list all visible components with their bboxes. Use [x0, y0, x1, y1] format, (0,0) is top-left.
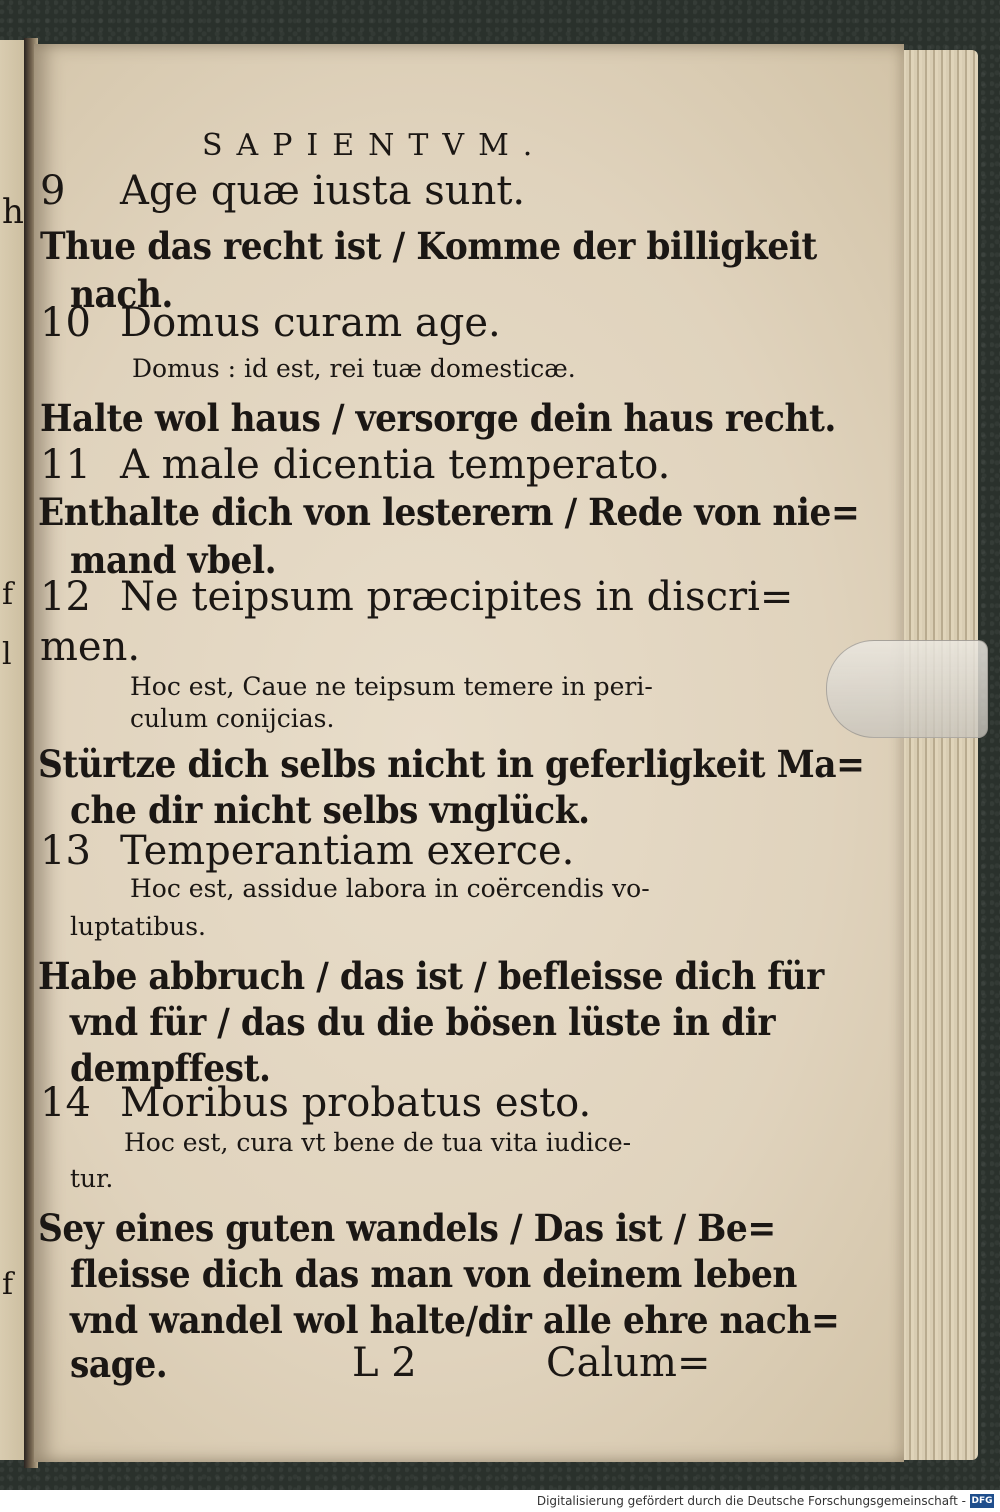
bookmark-tab — [826, 640, 988, 738]
entry-number: 11 — [40, 442, 91, 488]
entry-14-note: tur. — [70, 1164, 114, 1193]
dfg-logo-icon: DFG — [971, 1496, 993, 1506]
entry-14-note: Hoc est, cura vt bene de tua vita iudice- — [124, 1128, 632, 1157]
page-text — [34, 44, 904, 1462]
entry-13-german: dempffest. — [70, 1046, 271, 1090]
entry-number: 9 — [40, 168, 66, 214]
entry-12-german: che dir nicht selbs vnglück. — [70, 788, 590, 832]
catchword: Calum= — [546, 1340, 711, 1386]
entry-number: 13 — [40, 828, 91, 874]
entry-13-note: luptatibus. — [70, 912, 206, 941]
entry-11-german: mand vbel. — [70, 538, 277, 582]
entry-13-latin: 13 Temperantiam exerce. — [40, 828, 575, 874]
signature-mark: L 2 — [352, 1340, 417, 1386]
entry-12-latin: 12 Ne teipsum præcipites in discri= — [40, 574, 794, 620]
entry-12-latin: men. — [40, 624, 141, 670]
digitization-credit: Digitalisierung gefördert durch die Deutsche Forschungsgemeinschaft - — [536, 1494, 966, 1508]
entry-14-latin: 14 Moribus probatus esto. — [40, 1080, 592, 1126]
entry-number: 12 — [40, 574, 91, 620]
entry-14-german: fleisse dich das man von deinem leben — [70, 1252, 797, 1296]
entry-number: 10 — [40, 300, 91, 346]
entry-13-note: Hoc est, assidue labora in coërcendis vo- — [130, 874, 650, 903]
entry-12-note: culum conijcias. — [130, 704, 335, 733]
entry-13-german: vnd für / das du die bösen lüste in dir — [70, 1000, 775, 1044]
entry-9-german: nach. — [70, 272, 173, 316]
entry-12-note: Hoc est, Caue ne teipsum temere in peri- — [130, 672, 653, 701]
entry-10-note: Domus : id est, rei tuæ domesticæ. — [132, 354, 576, 383]
entry-14-german: vnd wandel wol halte/dir alle ehre nach= — [70, 1298, 840, 1342]
entry-10-german: Halte wol haus / versorge dein haus recht. — [40, 396, 836, 440]
entry-14-german: sage. — [70, 1342, 168, 1386]
running-head: SAPIENTVM. — [202, 128, 547, 163]
entry-10-latin: 10 Domus curam age. — [40, 300, 501, 346]
entry-12-german: Stürtze dich selbs nicht in geferligkeit Ma= — [38, 742, 865, 786]
entry-14-german: Sey eines guten wandels / Das ist / Be= — [38, 1206, 776, 1250]
entry-9-latin: 9 Age quæ iusta sunt. — [40, 168, 526, 214]
facing-page-fragments: h f l f — [2, 192, 24, 1302]
entry-number: 14 — [40, 1080, 91, 1126]
entry-11-latin: 11 A male dicentia temperato. — [40, 442, 671, 488]
entry-9-german: Thue das recht ist / Komme der billigkeit — [40, 224, 817, 268]
entry-13-german: Habe abbruch / das ist / befleisse dich für — [38, 954, 824, 998]
book-page — [34, 44, 904, 1462]
entry-11-german: Enthalte dich von lesterern / Rede von nie= — [38, 490, 860, 534]
